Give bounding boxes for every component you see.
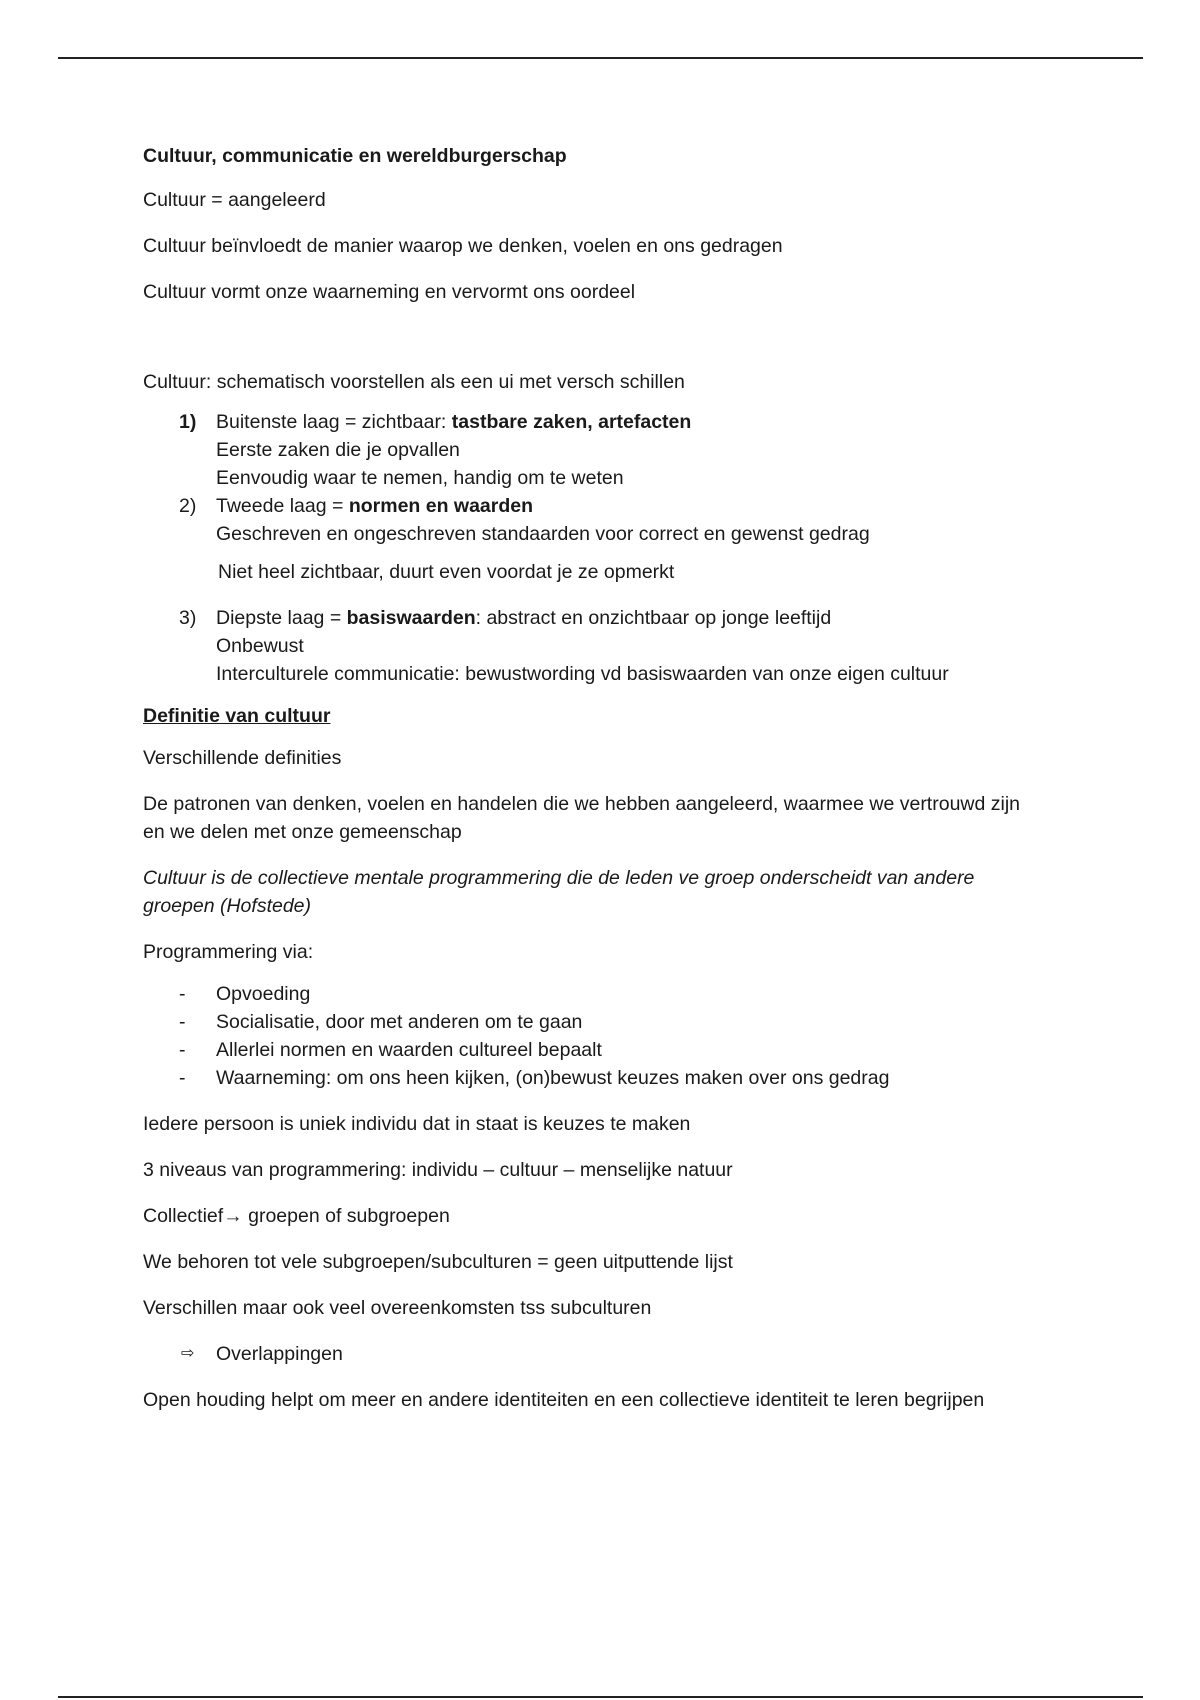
definition-paragraph: Verschillende definities: [143, 747, 342, 769]
onion-layer-list: [143, 408, 1093, 548]
definition-paragraph: 3 niveaus van programmering: individu – cultuur – menselijke natuur: [143, 1159, 733, 1181]
footer-rule: [58, 1696, 1143, 1698]
definition-paragraph: We behoren tot vele subgroepen/subculturen = geen uitputtende lijst: [143, 1251, 733, 1273]
header-rule: [58, 57, 1143, 59]
list-number: 3): [179, 607, 197, 629]
list-item: [143, 1064, 1093, 1092]
layer-note: Niet heel zichtbaar, duurt even voordat je ze opmerkt: [218, 561, 675, 583]
right-arrow-icon: →: [223, 1205, 243, 1227]
list-item-text: Opvoeding: [216, 983, 311, 1005]
page-title: Cultuur, communicatie en wereldburgerschap: [143, 145, 567, 167]
collectief-rest: groepen of subgroepen: [242, 1205, 450, 1227]
outline-arrow-icon: ⇨: [181, 1345, 195, 1362]
definition-paragraph: Iedere persoon is uniek individu dat in staat is keuzes te maken: [143, 1113, 691, 1135]
layer-keyword: tastbare zaken, artefacten: [451, 411, 692, 433]
layer-text-rest: : abstract en onzichtbaar op jonge leeftijd: [475, 607, 832, 629]
list-number: 2): [179, 495, 197, 517]
layer-text: Buitenste laag = zichtbaar:: [216, 411, 452, 433]
list-number: 1): [179, 411, 197, 433]
list-item-text: Allerlei normen en waarden cultureel bepaalt: [216, 1039, 602, 1061]
layer-item-1: [143, 408, 1093, 492]
definition-paragraph: Verschillen maar ook veel overeenkomsten tss subculturen: [143, 1297, 652, 1319]
intro-paragraph: Cultuur vormt onze waarneming en vervormt ons oordeel: [143, 281, 636, 303]
layer-detail: Geschreven en ongeschreven standaarden voor correct en gewenst gedrag: [216, 523, 870, 545]
bullet-dash: -: [179, 1067, 186, 1089]
list-item-text: Waarneming: om ons heen kijken, (on)bewust keuzes maken over ons gedrag: [216, 1067, 890, 1089]
layer-item-2: [143, 492, 1093, 548]
document-page: [143, 142, 1093, 1432]
collectief-text: Collectief: [143, 1205, 224, 1227]
intro-paragraph: Cultuur = aangeleerd: [143, 189, 326, 211]
layer-text: Tweede laag =: [216, 495, 349, 517]
list-item-text: Overlappingen: [216, 1343, 343, 1365]
list-item-text: Socialisatie, door met anderen om te gaan: [216, 1011, 583, 1033]
bullet-dash: -: [179, 1039, 186, 1061]
hofstede-quote: Cultuur is de collectieve mentale programmering die de leden ve groep onderscheidt van andere groepen (Hofstede): [143, 867, 975, 917]
programming-list: [143, 980, 1093, 1092]
layer-item-3: [143, 604, 1093, 688]
onion-lead: Cultuur: schematisch voorstellen als een ui met versch schillen: [143, 371, 685, 393]
list-item: [143, 1036, 1093, 1064]
list-item: [143, 1008, 1093, 1036]
layer-keyword: normen en waarden: [348, 495, 534, 517]
bullet-dash: -: [179, 983, 186, 1005]
onion-layer-list: [143, 604, 1093, 688]
list-item: [143, 980, 1093, 1008]
arrow-list: [143, 1340, 1093, 1368]
layer-text: Diepste laag =: [216, 607, 347, 629]
layer-detail: Eenvoudig waar te nemen, handig om te weten: [216, 467, 624, 489]
intro-paragraph: Cultuur beïnvloedt de manier waarop we denken, voelen en ons gedragen: [143, 235, 783, 257]
bullet-dash: -: [179, 1011, 186, 1033]
definition-paragraph: De patronen van denken, voelen en handelen die we hebben aangeleerd, waarmee we vertrouwd zijn en we delen met onze gemeenschap: [143, 793, 1021, 843]
definition-paragraph: [143, 1202, 1093, 1230]
layer-keyword: basiswaarden: [346, 607, 476, 629]
definition-paragraph: Open houding helpt om meer en andere identiteiten en een collectieve identiteit te leren begrijpen: [143, 1389, 985, 1411]
layer-detail: Interculturele communicatie: bewustwording vd basiswaarden van onze eigen cultuur: [216, 663, 949, 685]
section-heading: Definitie van cultuur: [143, 705, 331, 727]
layer-detail: Onbewust: [216, 635, 304, 657]
layer-detail: Eerste zaken die je opvallen: [216, 439, 460, 461]
blank-line: [143, 324, 1093, 368]
list-item: [143, 1340, 1093, 1368]
definition-paragraph: Programmering via:: [143, 941, 314, 963]
